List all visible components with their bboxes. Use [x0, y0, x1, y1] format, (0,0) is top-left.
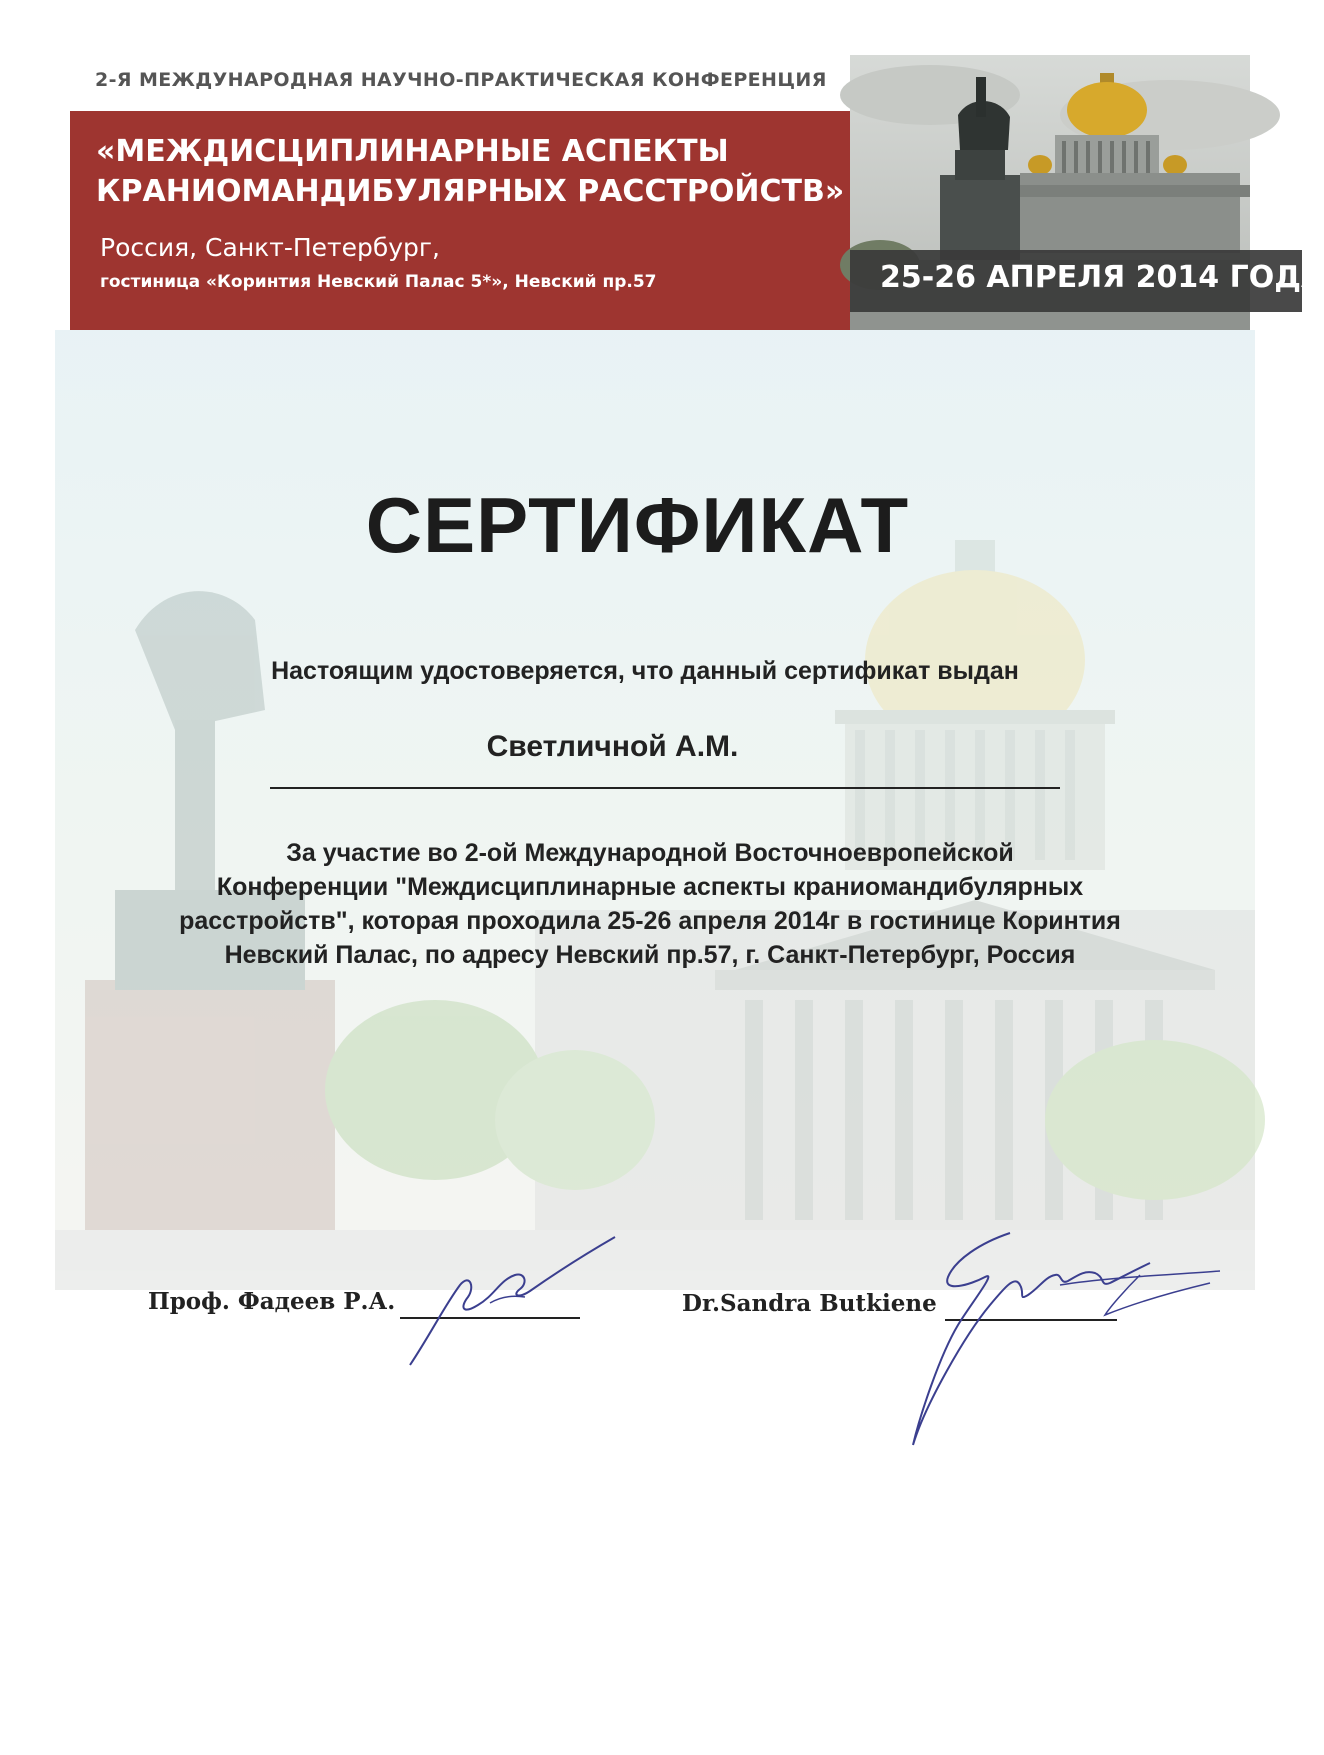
issued-statement: Настоящим удостоверяется, что данный сертификат выдан: [271, 657, 1019, 685]
signature-left: [400, 1225, 630, 1375]
description-line: Конференции "Междисциплинарные аспекты краниомандибулярных: [216, 873, 1084, 901]
conference-title: [96, 132, 856, 212]
header-text-panel: [70, 55, 850, 330]
recipient-underline: [270, 787, 1060, 789]
description-line: расстройств", которая проходила 25-26 апреля 2014г в гостинице Коринтия: [179, 907, 1121, 935]
recipient-name: Светличной А.М.: [486, 730, 739, 763]
participation-description: [90, 836, 1210, 972]
conference-dates: 25-26 АПРЕЛЯ 2014 ГОДА: [880, 260, 1324, 295]
signature-right: [910, 1215, 1230, 1455]
conference-header: [70, 55, 1324, 330]
description-line: За участие во 2-ой Международной Восточноевропейской: [286, 839, 1014, 867]
conference-kicker: 2-Я МЕЖДУНАРОДНАЯ НАУЧНО-ПРАКТИЧЕСКАЯ КОНФЕРЕНЦИЯ: [95, 69, 827, 91]
conference-venue: гостиница «Коринтия Невский Палас 5*», Невский пр.57: [100, 272, 657, 292]
signatory-left-label: Проф. Фадеев Р.А.: [148, 1288, 396, 1315]
description-line: Невский Палас, по адресу Невский пр.57, г. Санкт-Петербург, Россия: [224, 941, 1076, 969]
signatory-right-label: Dr.Sandra Butkiene: [682, 1290, 937, 1317]
certificate-title: СЕРТИФИКАТ: [365, 481, 910, 569]
conference-title-line-1: «МЕЖДИСЦИПЛИНАРНЫЕ АСПЕКТЫ: [96, 134, 729, 169]
conference-title-line-2: КРАНИОМАНДИБУЛЯРНЫХ РАССТРОЙСТВ»: [96, 174, 845, 209]
conference-city: Россия, Санкт-Петербург,: [100, 233, 441, 262]
